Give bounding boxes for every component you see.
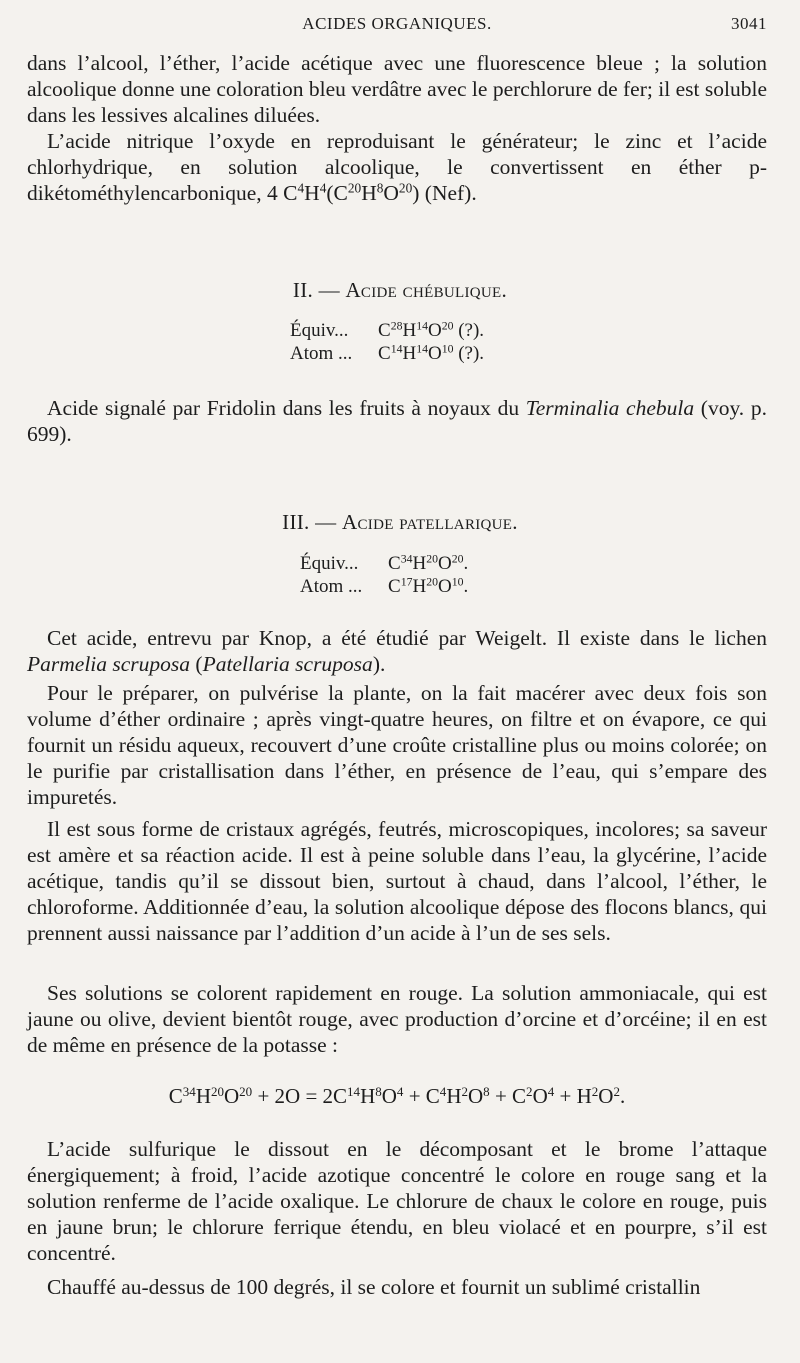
paragraph-nitric-text: L’acide nitrique l’oxyde en reproduisant le générateur; le zinc et l’acide chlorhydrique, en solution alcoolique, le convertissent en éther p-dikétométhylencarbonique, <box>27 129 767 205</box>
patellarique-atom-formula: Atom ... $C^{17}H^{20}O^{10}$. <box>300 575 469 597</box>
paragraph-intro <box>27 50 767 128</box>
paragraph-intro-text: dans l’alcool, l’éther, l’acide acétique avec une fluorescence bleue ; la solution alcoolique donne une coloration bleu verdâtre avec le perchlorure de fer; il est soluble dans les lessives alcalines diluées. <box>27 51 767 127</box>
page-number: 3041 <box>731 14 767 33</box>
patellarique-equiv-formula: Équiv... $C^{34}H^{20}O^{20}$. <box>300 552 469 574</box>
book-page: ACIDES ORGANIQUES. 3041 dans l’alcool, l’éther, l’acide acétique avec une fluorescence bleue ; la solution alcoolique donne une coloration bleu verdâtre avec le perchlorure de fer; il est soluble dans les lessives alcalines diluées. L’acide nitrique l’oxyde en reproduisant le générateur; le zinc et l’acide chlorhydrique, en solution alcoolique, le convertissent en éther p-dikétométhylencarbonique, 4 $C^4H^4(C^{20}H^8O^{20})$ (Nef). II. — Acide chébulique. Équiv... $C^{28}H^{14}O^{20}$ (?). Atom ... $C^{14}H^{14}O^{10}$ (?). Acide signalé par Fridolin dans les fruits à noyaux du Terminalia chebula (voy. p. 699). III. — Acide patellarique. Équiv... $C^{34}H^{20}O^{20}$. Atom ... $C^{17}H^{20}O^{10}$. Cet acide, entrevu par Knop, a été étudié par Weigelt. Il existe dans le lichen Parmelia scruposa (Patellaria scruposa). Pour le préparer, on pulvérise la plante, on la fait macérer avec deux fois son volume d’éther ordinaire ; après vingt-quatre heures, on filtre et on évapore, ce qui fournit un résidu aqueux, recouvert d’une croûte cristalline plus ou moins colorée; on le purifie par cristallisation dans l’éther, en présence de l’eau, qui s’empare des impuretés. Il est sous forme de cristaux agrégés, feutrés, microscopiques, incolores; sa saveur est amère et sa réaction acide. Il est à peine soluble dans l’eau, la glycérine, l’acide acétique, tandis qu’il se dissout bien, surtout à chaud, dans l’alcool, l’éther, le chloroforme. Additionnée d’eau, la solution alcoolique dépose des flocons blancs, qui prennent aussi naissance par l’addition d’un acide à l’un de ses sels. Ses solutions se colorent rapidement en rouge. La solution ammoniacale, qui est jaune ou olive, devient bientôt rouge, avec production d’orcine et d’orcéine; il en est de même en présence de la potasse : $C^{34}H^{20}O^{20} + 2O = 2C^{14}H^8O^4 + C^4H^2O^8 + C^2O^4 + H^2O^2$. L’acide sulfurique le dissout en le décomposant et le brome l’attaque énergiquement; à froid, l’acide azotique concentré le colore en rouge sang et la solution renferme de l’acide oxalique. Le chlorure de chaux le colore en rouge, puis en jaune brun; le chlorure ferrique étendu, en bleu violacé et en pourpre, s’il est concentré. Chauffé au-dessus de 100 degrés, il se colore et fournit un sublimé cristallin <box>0 0 800 1363</box>
chebulique-equiv-formula: Équiv... $C^{28}H^{14}O^{20}$ (?). <box>290 319 485 341</box>
species-name: Terminalia chebula <box>525 396 695 420</box>
paragraph-knop: Cet acide, entrevu par Knop, a été étudié par Weigelt. Il existe dans le lichen Parmelia scruposa (Patellaria scruposa). <box>27 626 767 676</box>
running-header <box>27 14 767 40</box>
paragraph-chebulique: Acide signalé par Fridolin dans les fruits à noyaux du Terminalia chebula (voy. p. 699). <box>27 396 767 446</box>
running-title: ACIDES ORGANIQUES. <box>302 14 492 33</box>
paragraph-solutions: Ses solutions se colorent rapidement en rouge. La solution ammoniacale, qui est jaune ou olive, devient bientôt rouge, avec production d’orcine et d’orcéine; il en est de même en présence de la potasse : <box>27 981 767 1057</box>
paragraph-sulfuric: L’acide sulfurique le dissout en le décomposant et le brome l’attaque énergiquement; à froid, l’acide azotique concentré le colore en rouge sang et la solution renferme de l’acide oxalique. Le chlorure de chaux le colore en rouge, puis en jaune brun; le chlorure ferrique étendu, en bleu violacé et en pourpre, s’il est concentré. <box>27 1137 767 1265</box>
nef-formula: 4 $C^4H^4(C^{20}H^8O^{20})$ (Nef). <box>267 180 477 205</box>
section-heading-patellarique: III. — Acide patellarique. <box>282 510 518 534</box>
paragraph-crystals: Il est sous forme de cristaux agrégés, feutrés, microscopiques, incolores; sa saveur est amère et sa réaction acide. Il est à peine soluble dans l’eau, la glycérine, l’acide acétique, tandis qu’il se dissout bien, surtout à chaud, dans l’alcool, l’éther, le chloroforme. Additionnée d’eau, la solution alcoolique dépose des flocons blancs, qui prennent aussi naissance par l’addition d’un acide à l’un de ses sels. <box>27 817 767 945</box>
chebulique-atom-formula: Atom ... $C^{14}H^{14}O^{10}$ (?). <box>290 342 485 364</box>
section-heading-chebulique: II. — Acide chébulique. <box>292 278 508 302</box>
paragraph-heat: Chauffé au-dessus de 100 degrés, il se colore et fournit un sublimé cristallin <box>47 1275 701 1299</box>
paragraph-nitric <box>27 128 767 206</box>
paragraph-preparation: Pour le préparer, on pulvérise la plante, on la fait macérer avec deux fois son volume d’éther ordinaire ; après vingt-quatre heures, on filtre et on évapore, ce qui fournit un résidu aqueux, recouvert d’une croûte cristalline plus ou moins colorée; on le purifie par cristallisation dans l’éther, en présence de l’eau, qui s’empare des impuretés. <box>27 681 767 809</box>
